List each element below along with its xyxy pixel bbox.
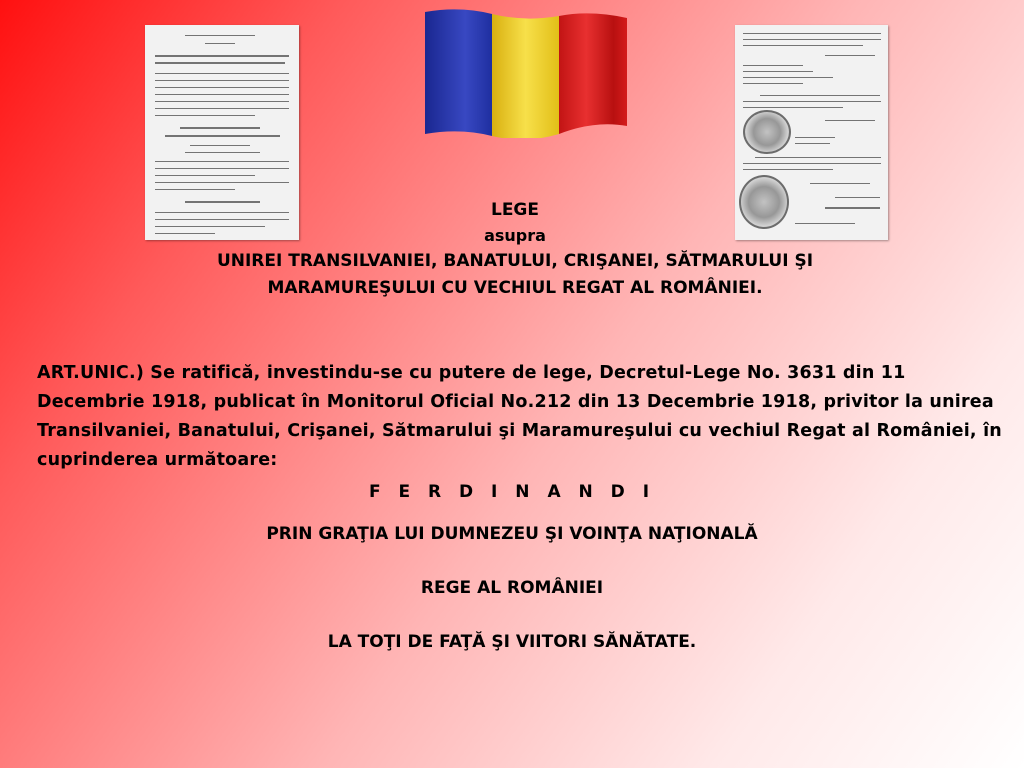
flag-red-stripe (559, 13, 627, 134)
title-union-line-1: UNIREI TRANSILVANIEI, BANATULUI, CRIŞANEI, SĂTMARULUI ŞI (216, 251, 814, 271)
article-unic-paragraph: ART.UNIC.) Se ratifică, investindu-se cu putere de lege, Decretul-Lege No. 3631 din 11 Decembrie 1918, publicat în Monitorul Oficial No.212 din 13 Decembrie 1918, privitor la unirea Transilvaniei, Banatului, Crişanei, Sătmarului şi Maramureşului cu vechiul Regat al României, în cuprinderea următoare: (37, 363, 1002, 470)
law-title (40, 197, 990, 302)
title-union-line-2: MARAMUREŞULUI CU VECHIUL REGAT AL ROMÂNIEI. (267, 278, 763, 298)
grace-line: PRIN GRAŢIA LUI DUMNEZEU ŞI VOINŢA NAŢIONALĂ (266, 524, 758, 544)
romanian-flag (425, 8, 627, 138)
title-asupra: asupra (484, 226, 546, 245)
title-lege: LEGE (490, 200, 539, 220)
king-name: F E R D I N A N D I (368, 482, 656, 502)
flag-yellow-stripe (492, 14, 559, 138)
flag-blue-stripe (425, 9, 492, 136)
king-title: REGE AL ROMÂNIEI (420, 578, 604, 598)
greeting-line: LA TOŢI DE FAŢĂ ŞI VIITORI SĂNĂTATE. (327, 632, 697, 652)
